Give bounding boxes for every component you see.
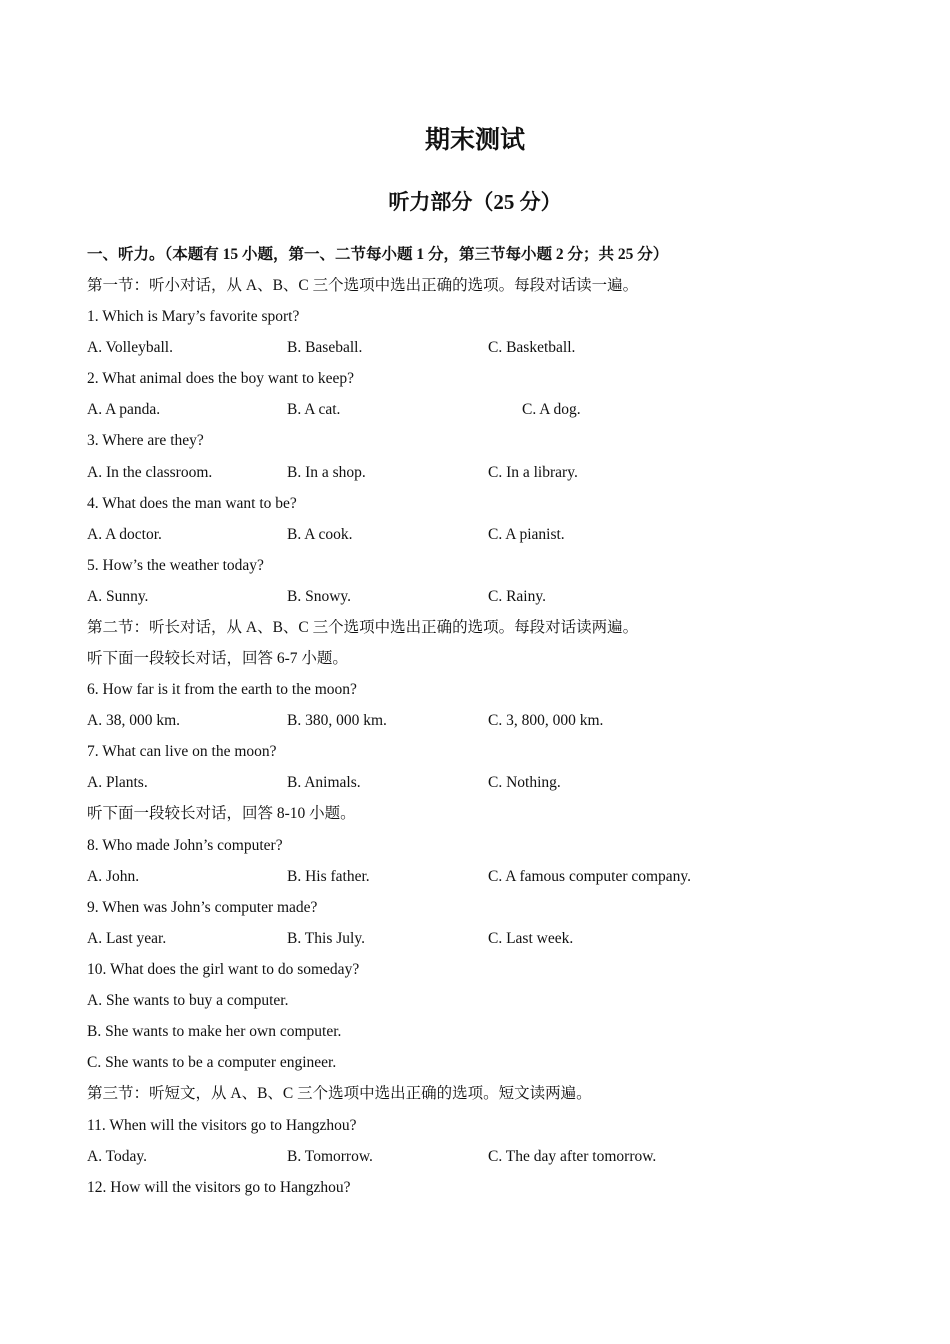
option-a: A. Sunny. — [87, 588, 149, 605]
question-9: 9. When was John’s computer made? — [87, 899, 318, 916]
section-subtitle: 听力部分（25 分） — [388, 190, 562, 214]
option-c: C. Last week. — [488, 930, 574, 947]
question-10: 10. What does the girl want to do someday? — [87, 961, 360, 978]
option-c: C. Nothing. — [488, 774, 561, 791]
page-title: 期末测试 — [424, 127, 525, 154]
option-c: C. A dog. — [522, 401, 581, 418]
question-8: 8. Who made John’s computer? — [87, 837, 283, 854]
question-6: 6. How far is it from the earth to the moon? — [87, 681, 357, 698]
section1-instruction: 第一节：听小对话，从 A、B、C 三个选项中选出正确的选项。每段对话读一遍。 — [87, 277, 639, 294]
question-3: 3. Where are they? — [87, 432, 204, 449]
option-a: A. She wants to buy a computer. — [87, 992, 289, 1009]
question-1: 1. Which is Mary’s favorite sport? — [87, 308, 300, 325]
option-c: C. A famous computer company. — [488, 868, 692, 885]
option-a: A. Volleyball. — [87, 339, 173, 356]
option-c: C. A pianist. — [488, 526, 565, 543]
question-2: 2. What animal does the boy want to keep? — [87, 370, 355, 387]
question-12: 12. How will the visitors go to Hangzhou? — [87, 1179, 351, 1196]
option-b: B. Animals. — [287, 774, 361, 791]
option-a: A. John. — [87, 868, 140, 885]
option-a: A. In the classroom. — [87, 464, 213, 481]
section3-instruction: 第三节：听短文，从 A、B、C 三个选项中选出正确的选项。短文读两遍。 — [87, 1085, 592, 1102]
option-b: B. A cat. — [287, 401, 341, 418]
question-4: 4. What does the man want to be? — [87, 495, 297, 512]
option-c: C. She wants to be a computer engineer. — [87, 1054, 337, 1071]
option-b: B. A cook. — [287, 526, 353, 543]
option-b: B. His father. — [287, 868, 370, 885]
question-5: 5. How’s the weather today? — [87, 557, 264, 574]
option-a: A. Last year. — [87, 930, 167, 947]
option-b: B. This July. — [287, 930, 365, 947]
part-heading: 一、听力。（本题有 15 小题，第一、二节每小题 1 分，第三节每小题 2 分；共 25 分） — [87, 246, 669, 263]
option-c: C. 3, 800, 000 km. — [488, 712, 604, 729]
option-a: A. A doctor. — [87, 526, 162, 543]
option-a: A. 38, 000 km. — [87, 712, 180, 729]
section2-instruction: 第二节：听长对话，从 A、B、C 三个选项中选出正确的选项。每段对话读两遍。 — [87, 619, 639, 636]
option-c: C. In a library. — [488, 464, 578, 481]
option-b: B. She wants to make her own computer. — [87, 1023, 342, 1040]
dialog-note-8-10: 听下面一段较长对话，回答 8-10 小题。 — [87, 805, 356, 822]
option-a: A. Plants. — [87, 774, 148, 791]
option-b: B. Baseball. — [287, 339, 363, 356]
question-11: 11. When will the visitors go to Hangzhou? — [87, 1117, 357, 1134]
option-c: C. Rainy. — [488, 588, 546, 605]
option-a: A. Today. — [87, 1148, 148, 1165]
option-b: B. In a shop. — [287, 464, 366, 481]
option-b: B. Tomorrow. — [287, 1148, 373, 1165]
question-7: 7. What can live on the moon? — [87, 743, 277, 760]
option-b: B. Snowy. — [287, 588, 352, 605]
dialog-note-6-7: 听下面一段较长对话，回答 6-7 小题。 — [87, 650, 348, 667]
option-c: C. The day after tomorrow. — [488, 1148, 657, 1165]
option-a: A. A panda. — [87, 401, 161, 418]
option-b: B. 380, 000 km. — [287, 712, 387, 729]
option-c: C. Basketball. — [488, 339, 576, 356]
